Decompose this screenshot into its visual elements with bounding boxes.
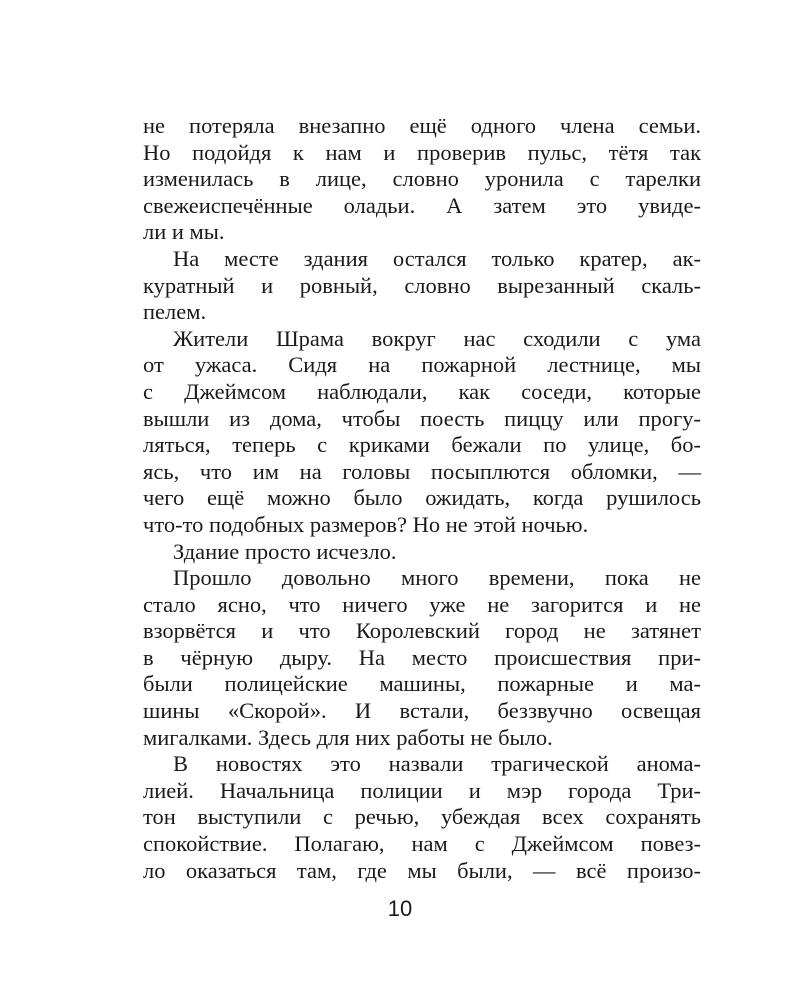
- text-line: ляться, теперь с криками бежали по улице, бо-: [143, 432, 701, 458]
- text-line: ли и мы.: [143, 219, 225, 245]
- text-line: спокойствие. Полагаю, нам с Джеймсом повез-: [143, 831, 701, 857]
- text-line: изменилась в лице, словно уронила с тарелки: [143, 166, 701, 192]
- text-line: чего ещё можно было ожидать, когда рушилось: [143, 485, 701, 511]
- text-line: тон выступили с речью, убеждая всех сохранять: [143, 804, 701, 830]
- body-text: [143, 113, 701, 884]
- text-line: взорвётся и что Королевский город не затянет: [143, 618, 701, 644]
- text-line: куратный и ровный, словно вырезанный скаль-: [143, 272, 701, 298]
- text-line: На месте здания остался только кратер, ак-: [173, 245, 701, 271]
- text-line: не потеряла внезапно ещё одного члена семьи.: [143, 113, 701, 138]
- page-number: 10: [387, 896, 413, 921]
- text-line: пелем.: [143, 299, 207, 325]
- text-line: Но подойдя к нам и проверив пульс, тётя так: [143, 139, 701, 165]
- text-line: с Джеймсом наблюдали, как соседи, которые: [143, 378, 701, 404]
- text-line: Прошло довольно много времени, пока не: [173, 565, 701, 591]
- text-line: в чёрную дыру. На место происшествия при-: [143, 644, 701, 670]
- text-line: свежеиспечённые оладьи. А затем это увиде-: [143, 192, 701, 218]
- text-line: от ужаса. Сидя на пожарной лестнице, мы: [143, 352, 701, 378]
- text-line: ло оказаться там, где мы были, — всё произо-: [143, 857, 701, 883]
- text-line: В новостях это назвали трагической анома-: [173, 751, 701, 777]
- text-line: Здание просто исчезло.: [173, 538, 397, 564]
- text-line: стало ясно, что ничего уже не загорится и не: [143, 591, 701, 617]
- text-line: мигалками. Здесь для них работы не было.: [143, 724, 553, 750]
- text-line: лией. Начальница полиции и мэр города Три-: [143, 777, 701, 803]
- text-line: ясь, что им на головы посыплются обломки, —: [143, 458, 701, 484]
- text-line: Жители Шрама вокруг нас сходили с ума: [173, 325, 701, 351]
- text-line: были полицейские машины, пожарные и ма-: [143, 671, 701, 697]
- text-line: шины «Скорой». И встали, беззвучно освещая: [143, 698, 701, 724]
- text-line: что-то подобных размеров? Но не этой ночью.: [143, 511, 589, 537]
- text-line: вышли из дома, чтобы поесть пиццу или прогу-: [143, 405, 701, 431]
